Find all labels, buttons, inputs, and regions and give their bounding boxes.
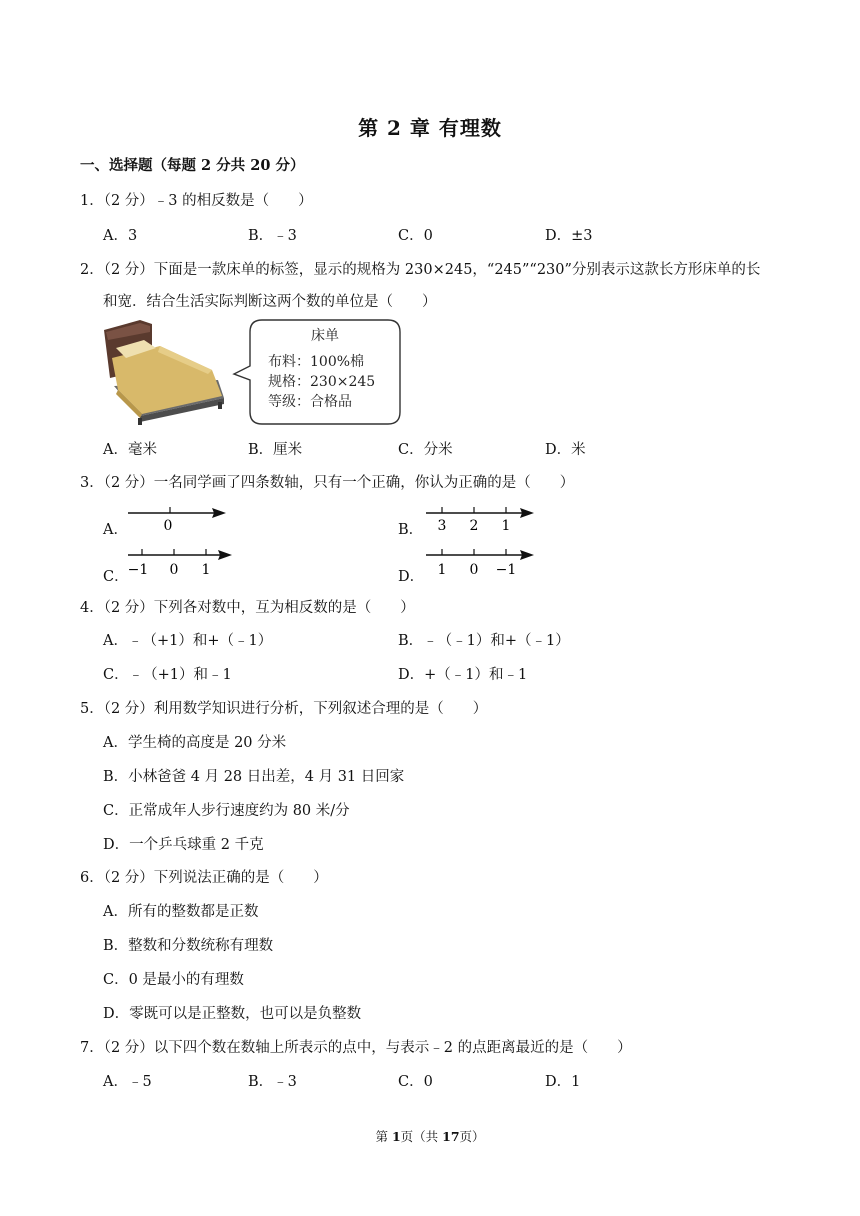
q5-option-a: A．学生椅的高度是 20 分米 [103,735,287,751]
page-footer [0,1127,860,1145]
q7-option-d: D．1 [545,1074,581,1090]
q7-option-a: A．﹣5 [103,1074,152,1090]
question-1-stem: 1．（2 分）﹣3 的相反数是（ ） [80,193,313,209]
footer-middle: 页（共 [400,1129,443,1144]
q6-option-b: B．整数和分数统称有理数 [103,938,274,954]
number-line-b [422,500,534,534]
axis-b-label-2: 2 [469,518,479,534]
axis-a-label-0: 0 [163,518,173,534]
axis-c-label-3: 1 [201,562,211,578]
axis-d-label-3: −1 [495,562,517,578]
q2-option-b: B．厘米 [248,442,303,458]
axis-c-label-1: −1 [127,562,149,578]
q1-option-b: B．﹣3 [248,228,297,244]
footer-prefix: 第 [375,1129,392,1144]
axis-d-label-1: 1 [437,562,447,578]
question-4-stem: 4．（2 分）下列各对数中，互为相反数的是（ ） [80,600,415,616]
q2-option-c: C．分米 [398,442,453,458]
q3-option-b: B． [398,522,424,538]
q5-option-b: B．小林爸爸 4 月 28 日出差，4 月 31 日回家 [103,769,405,785]
q6-option-d: D．零既可以是正整数，也可以是负整数 [103,1006,362,1022]
axis-b-label-3: 1 [501,518,511,534]
question-6-stem: 6．（2 分）下列说法正确的是（ ） [80,870,328,886]
page-title: 第 2 章 有理数 [358,116,502,140]
label-title: 床单 [311,328,339,344]
question-5-stem: 5．（2 分）利用数学知识进行分析，下列叙述合理的是（ ） [80,701,488,717]
label-line-1: 布料：100%棉 [268,354,365,370]
label-line-3: 等级：合格品 [268,394,352,410]
q4-option-a: A．﹣（+1）和+（﹣1） [103,633,273,649]
q4-option-c: C．﹣（+1）和﹣1 [103,667,232,683]
q3-option-d: D． [398,569,425,585]
footer-page-number: 1 [391,1129,401,1144]
question-2-stem-line-2: 和宽．结合生活实际判断这两个数的单位是（ ） [103,294,437,310]
q1-option-c: C．0 [398,228,433,244]
q1-option-d: D．±3 [545,228,593,244]
question-7-stem: 7．（2 分）以下四个数在数轴上所表示的点中，与表示﹣2 的点距离最近的是（ ） [80,1040,632,1056]
bed-illustration [104,320,224,425]
footer-total-pages: 17 [442,1129,460,1144]
section-heading: 一、选择题（每题 2 分共 20 分） [80,157,305,174]
q4-option-d: D．+（﹣1）和﹣1 [398,667,528,683]
q2-option-d: D．米 [545,442,586,458]
q5-option-d: D．一个乒乓球重 2 千克 [103,837,264,853]
q6-option-c: C．0 是最小的有理数 [103,972,244,988]
q2-option-a: A．毫米 [103,442,157,458]
bed-label-figure [100,318,405,428]
number-line-a [124,500,228,534]
number-line-d [422,545,534,579]
number-line-c [122,545,234,579]
q3-option-a: A． [103,522,128,538]
question-2-stem-line-1: 2．（2 分）下面是一款床单的标签，显示的规格为 230×245，“245”“230”分别表示这款长方形床单的长 [80,262,761,278]
axis-b-label-1: 3 [437,518,447,534]
q3-option-c: C． [103,569,129,585]
q5-option-c: C．正常成年人步行速度约为 80 米/分 [103,803,350,819]
axis-c-label-2: 0 [169,562,179,578]
footer-suffix: 页） [459,1129,485,1144]
label-line-2: 规格：230×245 [268,374,376,390]
q7-option-b: B．﹣3 [248,1074,297,1090]
q4-option-b: B．﹣（﹣1）和+（﹣1） [398,633,570,649]
q6-option-a: A．所有的整数都是正数 [103,904,259,920]
q1-option-a: A．3 [103,228,138,244]
question-3-stem: 3．（2 分）一名同学画了四条数轴，只有一个正确，你认为正确的是（ ） [80,475,575,491]
axis-d-label-2: 0 [469,562,479,578]
q7-option-c: C．0 [398,1074,433,1090]
speech-bubble [234,320,400,424]
